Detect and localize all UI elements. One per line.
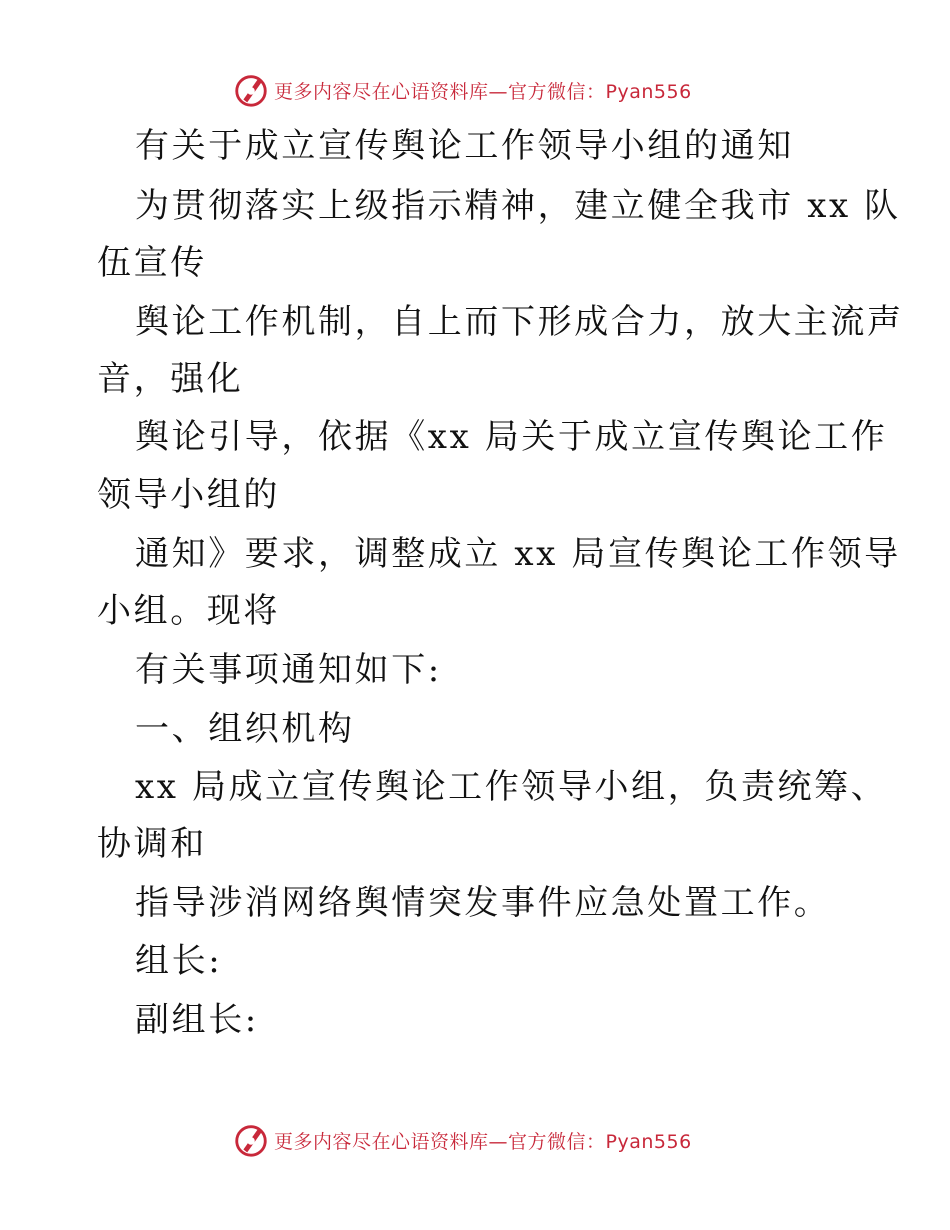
banner-text: 更多内容尽在心语资料库—官方微信：Pyan556 xyxy=(274,1130,692,1153)
paragraph-line: 协调和 xyxy=(97,824,207,864)
deputy-leader-label: 副组长: xyxy=(135,1000,259,1040)
paragraph-line: 通知》要求，调整成立 xx 局宣传舆论工作领导 xyxy=(135,534,901,574)
paragraph-line: 领导小组的 xyxy=(97,475,280,515)
paragraph-line: 舆论工作机制，自上而下形成合力，放大主流声 xyxy=(135,302,904,342)
banner-text: 更多内容尽在心语资料库—官方微信：Pyan556 xyxy=(274,80,692,103)
paragraph-line: 伍宣传 xyxy=(97,243,207,283)
paragraph-line: 指导涉消网络舆情突发事件应急处置工作。 xyxy=(135,883,831,923)
section-heading: 一、组织机构 xyxy=(135,709,355,749)
paragraph-line: 音，强化 xyxy=(97,359,244,399)
paragraph-line: xx 局成立宣传舆论工作领导小组，负责统筹、 xyxy=(135,767,888,807)
paragraph-line: 舆论引导，依据《xx 局关于成立宣传舆论工作 xyxy=(135,417,888,457)
footer-banner xyxy=(232,1120,692,1160)
group-leader-label: 组长: xyxy=(135,941,223,981)
quill-seal-logo-icon xyxy=(232,1121,270,1159)
paragraph-line: 有关事项通知如下: xyxy=(135,650,442,690)
quill-seal-logo-icon xyxy=(232,71,270,109)
paragraph-line: 为贯彻落实上级指示精神，建立健全我市 xx 队 xyxy=(135,186,901,226)
header-banner xyxy=(232,70,692,110)
paragraph-line: 小组。现将 xyxy=(97,591,280,631)
document-title: 有关于成立宣传舆论工作领导小组的通知 xyxy=(135,126,794,166)
